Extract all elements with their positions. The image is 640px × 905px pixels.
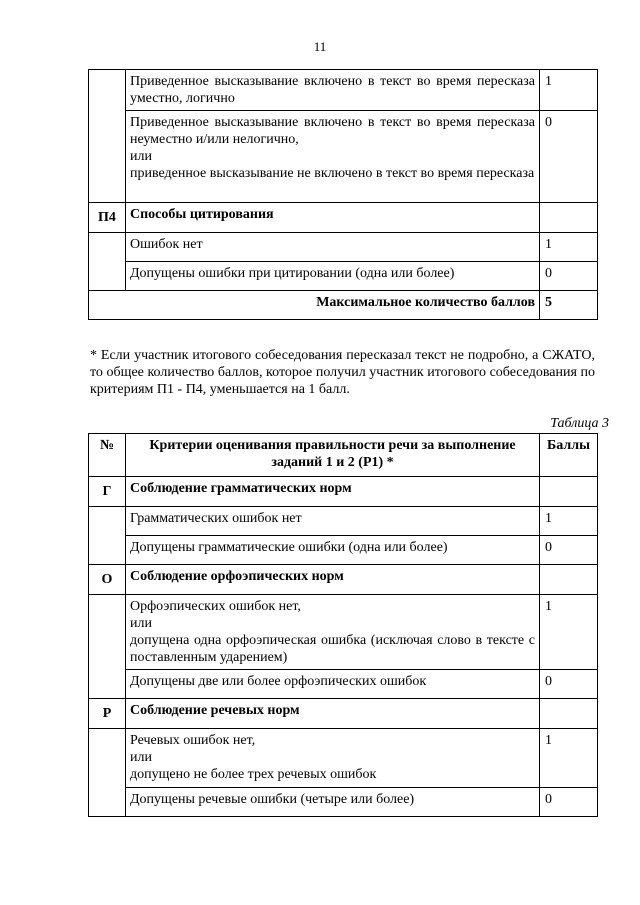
max-score-value: 5 [540, 291, 598, 320]
criterion-text: Речевых ошибок нет, или допущено не более трех речевых ошибок [126, 729, 540, 788]
header-points: Баллы [540, 434, 598, 477]
table-row [89, 70, 598, 111]
criterion-score: 0 [540, 670, 598, 699]
table-row [89, 788, 598, 817]
criterion-score: 0 [540, 788, 598, 817]
section-code: О [89, 565, 126, 595]
table-row [89, 507, 598, 536]
criterion-text: Грамматических ошибок нет [126, 507, 540, 536]
empty-score-cell [540, 699, 598, 729]
max-score-row [89, 291, 598, 320]
empty-score-cell [540, 477, 598, 507]
criterion-score: 1 [540, 595, 598, 670]
speech-criteria-table [88, 433, 598, 817]
empty-code-cell [89, 507, 126, 565]
empty-score-cell [540, 203, 598, 233]
section-code: Г [89, 477, 126, 507]
page-number: 11 [313, 39, 327, 54]
table-row [89, 729, 598, 788]
empty-code-cell [89, 233, 126, 291]
criterion-text: Орфоэпических ошибок нет, или допущена одна орфоэпическая ошибка (исключая слово в тексте с поставленным ударением) [126, 595, 540, 670]
max-score-label: Максимальное количество баллов [89, 291, 540, 320]
criterion-score: 1 [540, 729, 598, 788]
empty-code-cell [89, 729, 126, 817]
table-row [89, 670, 598, 699]
criterion-score: 0 [540, 536, 598, 565]
criterion-text: Допущены речевые ошибки (четыре или более) [126, 788, 540, 817]
table-row [89, 111, 598, 203]
empty-code-cell [89, 70, 126, 203]
table-caption: Таблица 3 [550, 416, 609, 431]
table-row [89, 536, 598, 565]
criterion-text: Приведенное высказывание включено в текст во время пересказа уместно, логично [126, 70, 540, 111]
table-row [89, 233, 598, 262]
section-title: Соблюдение речевых норм [126, 699, 540, 729]
criterion-score: 0 [540, 111, 598, 203]
criteria-table-continuation [88, 69, 598, 320]
section-row-o [89, 565, 598, 595]
section-row-p4 [89, 203, 598, 233]
table-row [89, 595, 598, 670]
criterion-text: Ошибок нет [126, 233, 540, 262]
table-header-row [89, 434, 598, 477]
section-code: Р [89, 699, 126, 729]
footnote: * Если участник итогового собеседования пересказал текст не подробно, а СЖАТО, то общее количество баллов, которое получил участник итогового собеседования по критериям П1 - П4, уменьшается на 1 балл. [90, 348, 595, 397]
section-title: Соблюдение грамматических норм [126, 477, 540, 507]
criterion-text: Допущены грамматические ошибки (одна или более) [126, 536, 540, 565]
header-number: № [89, 434, 126, 477]
criterion-text: Допущены две или более орфоэпических ошибок [126, 670, 540, 699]
criterion-score: 0 [540, 262, 598, 291]
criterion-score: 1 [540, 233, 598, 262]
section-title: Соблюдение орфоэпических норм [126, 565, 540, 595]
empty-code-cell [89, 595, 126, 699]
criterion-text: Приведенное высказывание включено в текст во время пересказа неуместно и/или нелогично, или приведенное высказывание не включено в текст во время пересказа [126, 111, 540, 203]
section-row-r [89, 699, 598, 729]
header-criteria: Критерии оценивания правильности речи за выполнение заданий 1 и 2 (Р1) * [126, 434, 540, 477]
criterion-score: 1 [540, 507, 598, 536]
section-row-g [89, 477, 598, 507]
table-row [89, 262, 598, 291]
empty-score-cell [540, 565, 598, 595]
criterion-score: 1 [540, 70, 598, 111]
section-title: Способы цитирования [126, 203, 540, 233]
section-code: П4 [89, 203, 126, 233]
criterion-text: Допущены ошибки при цитировании (одна или более) [126, 262, 540, 291]
